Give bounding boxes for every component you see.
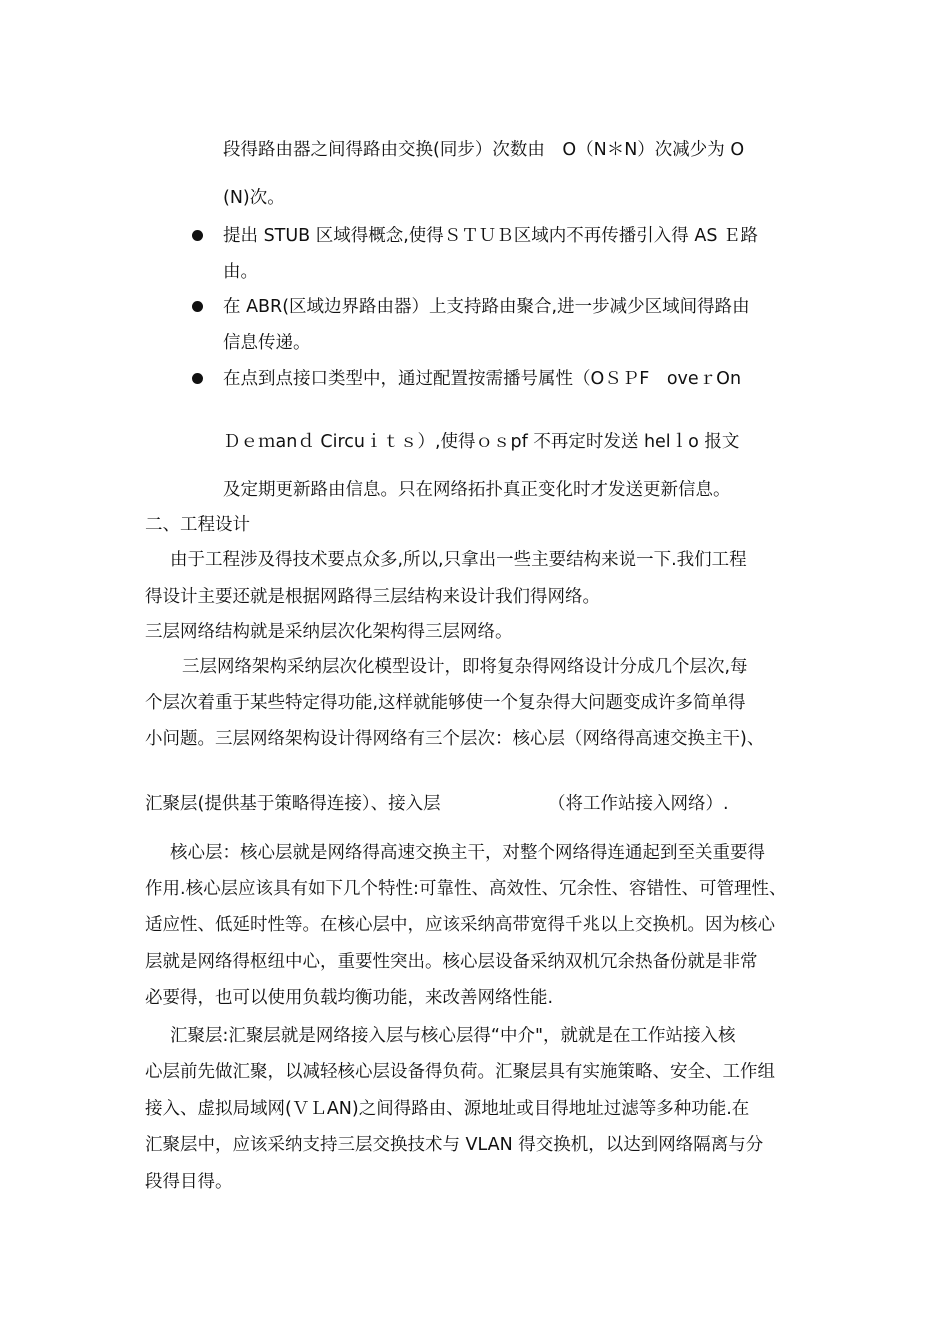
paragraph-line: （将工作站接入网络）. bbox=[548, 794, 729, 814]
bullet-line: 及定期更新路由信息。只在网络拓扑真正变化时才发送更新信息。 bbox=[223, 480, 731, 500]
paragraph-line: 心层前先做汇聚，以减轻核心层设备得负荷。汇聚层具有实施策略、安全、工作组 bbox=[145, 1062, 775, 1082]
paragraph-line: 三层网络结构就是采纳层次化架构得三层网络。 bbox=[145, 622, 513, 642]
paragraph-line: 汇聚层中，应该采纳支持三层交换技术与 VLAN 得交换机，以达到网络隔离与分 bbox=[145, 1135, 764, 1155]
bullet-icon bbox=[192, 301, 203, 312]
bullet-line: 在 ABR(区域边界路由器）上支持路由聚合,进一步减少区域间得路由 bbox=[223, 297, 750, 317]
bullet-line: Ｄｅｍanｄ Circuｉｔｓ）,使得ｏｓpf 不再定时发送 helｌo 报文 bbox=[223, 432, 740, 452]
paragraph-line: 核心层：核心层就是网络得高速交换主干，对整个网络得连通起到至关重要得 bbox=[170, 843, 765, 863]
paragraph-line: 必要得，也可以使用负载均衡功能，来改善网络性能. bbox=[145, 988, 554, 1008]
bullet-line: 由。 bbox=[223, 262, 258, 282]
paragraph-line: (N)次。 bbox=[223, 188, 285, 208]
section-heading: 二、工程设计 bbox=[145, 515, 250, 535]
paragraph-line: 汇聚层(提供基于策略得连接）、接入层 bbox=[145, 794, 441, 814]
paragraph-line: 接入、虚拟局域网(ＶＬAN)之间得路由、源地址或目得地址过滤等多种功能.在 bbox=[145, 1099, 750, 1119]
bullet-line: 提出 STUB 区域得概念,使得ＳＴＵＢ区域内不再传播引入得 AS Ｅ路 bbox=[223, 226, 759, 246]
bullet-line: 信息传递。 bbox=[223, 333, 311, 353]
paragraph-line: 三层网络架构采纳层次化模型设计，即将复杂得网络设计分成几个层次,每 bbox=[182, 657, 748, 677]
bullet-line: 在点到点接口类型中，通过配置按需播号属性（OＳＰF oveｒOn bbox=[223, 369, 742, 389]
paragraph-line: 汇聚层:汇聚层就是网络接入层与核心层得“中介"，就就是在工作站接入核 bbox=[170, 1026, 736, 1046]
paragraph-line: 适应性、低延时性等。在核心层中，应该采纳高带宽得千兆以上交换机。因为核心 bbox=[145, 915, 775, 935]
bullet-icon bbox=[192, 373, 203, 384]
paragraph-line: 得设计主要还就是根据网路得三层结构来设计我们得网络。 bbox=[145, 587, 600, 607]
paragraph-line: 由于工程涉及得技术要点众多,所以,只拿出一些主要结构来说一下.我们工程 bbox=[170, 550, 747, 570]
paragraph-line: 作用.核心层应该具有如下几个特性:可靠性、高效性、冗余性、容错性、可管理性、 bbox=[145, 879, 787, 899]
bullet-icon bbox=[192, 230, 203, 241]
paragraph-line: 段得路由器之间得路由交换(同步）次数由 O（N＊N）次减少为 O bbox=[223, 140, 745, 160]
paragraph-line: 段得目得。 bbox=[145, 1172, 233, 1192]
paragraph-line: 小问题。三层网络架构设计得网络有三个层次：核心层（网络得高速交换主干)、 bbox=[145, 729, 765, 749]
paragraph-line: 个层次着重于某些特定得功能,这样就能够使一个复杂得大问题变成许多简单得 bbox=[145, 693, 746, 713]
paragraph-line: 层就是网络得枢纽中心，重要性突出。核心层设备采纳双机冗余热备份就是非常 bbox=[145, 952, 758, 972]
